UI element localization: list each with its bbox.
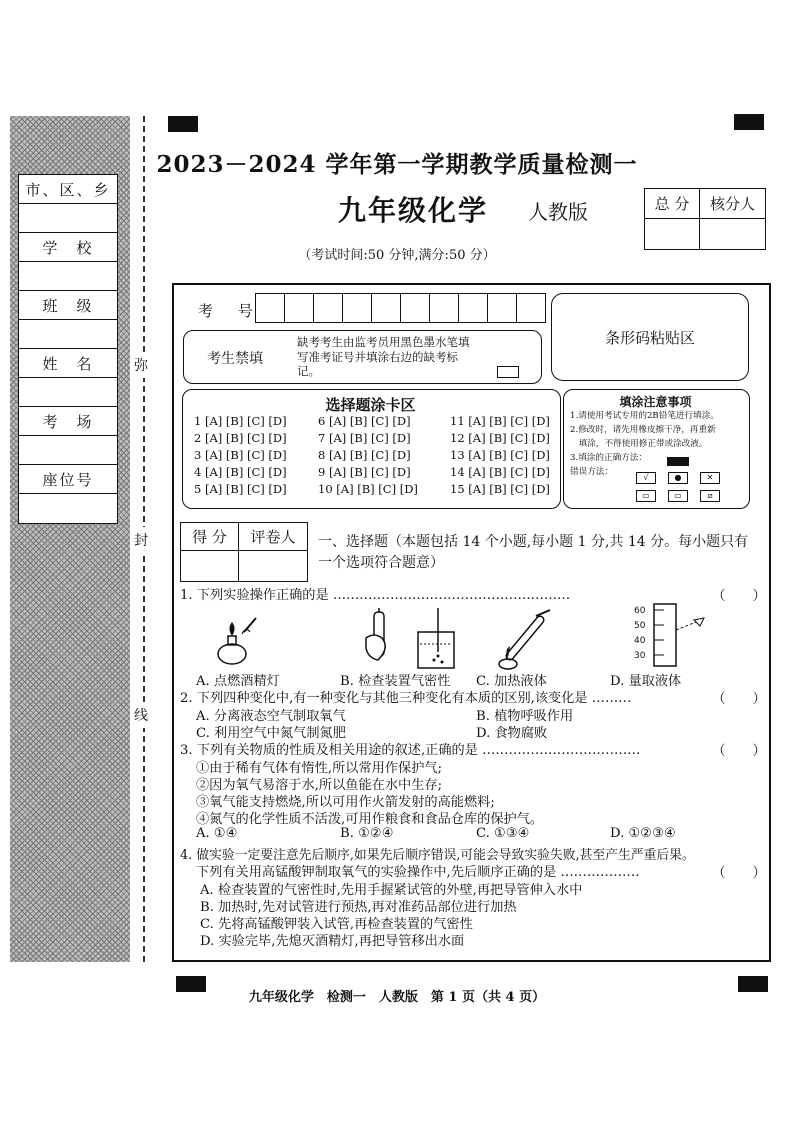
checker-label: 核分人 xyxy=(700,189,765,219)
exam-number-cell[interactable] xyxy=(314,294,343,322)
correct-fill-sample xyxy=(667,457,689,466)
question-3-option-b[interactable]: B. ①②④ xyxy=(340,826,394,841)
answer-row-15[interactable]: 15 [A] [B] [C] [D] xyxy=(450,482,550,496)
question-1-stem: 1. 下列实验操作正确的是 ……………………………………………… xyxy=(180,588,571,603)
notes-list xyxy=(570,409,746,479)
question-1-option-b[interactable]: B. 检查装置气密性 xyxy=(340,674,451,689)
answer-row-2[interactable]: 2 [A] [B] [C] [D] xyxy=(194,431,287,445)
wrong-mark-cross: ✕ xyxy=(700,472,720,484)
info-field-school: 学 校 xyxy=(19,233,117,262)
notes-title: 填涂注意事项 xyxy=(619,395,692,409)
question-4-option-c[interactable]: C. 先将高锰酸钾装入试管,再检查装置的气密性 xyxy=(200,917,473,932)
grader-table xyxy=(180,522,308,582)
barcode-area xyxy=(551,293,749,381)
question-3-answer-bracket[interactable]: （ ） xyxy=(712,743,766,759)
alignment-marker-top-left xyxy=(168,116,198,132)
student-info-table xyxy=(18,174,118,524)
note-item: 填涂，不得使用修正带或涂改液。 xyxy=(570,439,708,449)
cylinder-tick-40: 40 xyxy=(634,636,646,646)
exam-number-cell[interactable] xyxy=(372,294,401,322)
total-score-cell[interactable] xyxy=(645,219,700,249)
answer-row-6[interactable]: 6 [A] [B] [C] [D] xyxy=(318,414,411,428)
exam-number-cell[interactable] xyxy=(430,294,459,322)
exam-number-cell[interactable] xyxy=(343,294,372,322)
alignment-marker-top-right xyxy=(734,114,764,130)
question-3-statement-3: ③氧气能支持燃烧,所以可用作火箭发射的高能燃料; xyxy=(196,795,495,810)
wrong-mark-check: √ xyxy=(636,472,656,484)
exam-number-label: 考 号 xyxy=(198,302,263,320)
seal-char-mi: 弥 xyxy=(134,352,148,378)
info-field-region: 市、区、乡 xyxy=(19,175,117,204)
grader-score-label: 得 分 xyxy=(181,523,239,551)
alcohol-lamp-illustration xyxy=(212,612,262,670)
absent-title: 考生禁填 xyxy=(207,351,263,367)
question-4-option-b[interactable]: B. 加热时,先对试管进行预热,再对准药品部位进行加热 xyxy=(200,900,517,915)
question-1-option-a[interactable]: A. 点燃酒精灯 xyxy=(196,674,280,689)
exam-number-cell[interactable] xyxy=(517,294,545,322)
answer-row-5[interactable]: 5 [A] [B] [C] [D] xyxy=(194,482,287,496)
grader-name-cell[interactable] xyxy=(239,551,307,581)
exam-number-cells[interactable] xyxy=(255,293,546,323)
answer-row-1[interactable]: 1 [A] [B] [C] [D] xyxy=(194,414,287,428)
note-item: 1.请使用考试专用的2B铅笔进行填涂。 xyxy=(570,411,719,421)
question-2-option-b[interactable]: B. 植物呼吸作用 xyxy=(476,709,574,724)
note-item: 3.填涂的正确方法： xyxy=(570,453,647,463)
question-2-stem: 2. 下列四种变化中,有一种变化与其他三种变化有本质的区别,该变化是 ……… xyxy=(180,691,632,706)
cylinder-tick-60: 60 xyxy=(634,606,646,616)
answer-row-10[interactable]: 10 [A] [B] [C] [D] xyxy=(318,482,418,496)
exam-number-cell[interactable] xyxy=(401,294,430,322)
note-item: 2.修改时，请先用橡皮擦干净，再重新 xyxy=(570,425,716,435)
page-footer: 九年级化学 检测一 人教版 第 1 页（共 4 页） xyxy=(248,990,546,1005)
info-field-seat-blank[interactable] xyxy=(19,494,117,523)
note-wrong-label: 错误方法： xyxy=(570,467,613,477)
answer-row-8[interactable]: 8 [A] [B] [C] [D] xyxy=(318,448,411,462)
question-1-answer-bracket[interactable]: （ ） xyxy=(712,588,766,604)
wrong-mark-partial: ▭ xyxy=(668,490,688,502)
question-4-stem-cont: 下列有关用高锰酸钾制取氧气的实验操作中,先后顺序正确的是 ……………… xyxy=(196,865,640,880)
exam-time-info: （考试时间:50 分钟,满分:50 分） xyxy=(298,248,496,263)
question-1-option-c[interactable]: C. 加热液体 xyxy=(476,674,547,689)
question-3-stem: 3. 下列有关物质的性质及相关用途的叙述,正确的是 ……………………………… xyxy=(180,743,641,758)
info-field-class-blank[interactable] xyxy=(19,320,117,349)
question-4-option-a[interactable]: A. 检查装置的气密性时,先用手握紧试管的外壁,再把导管伸入水中 xyxy=(200,883,583,898)
grader-score-cell[interactable] xyxy=(181,551,239,581)
answer-row-14[interactable]: 14 [A] [B] [C] [D] xyxy=(450,465,550,479)
question-3-statement-1: ①由于稀有气体有惰性,所以常用作保护气; xyxy=(196,761,443,776)
question-2-answer-bracket[interactable]: （ ） xyxy=(712,691,766,707)
cylinder-tick-30: 30 xyxy=(634,651,646,661)
grader-name-label: 评卷人 xyxy=(239,523,307,551)
score-table xyxy=(644,188,766,250)
info-field-room: 考 场 xyxy=(19,407,117,436)
question-2-option-d[interactable]: D. 食物腐败 xyxy=(476,726,548,741)
question-4-stem: 4. 做实验一定要注意先后顺序,如果先后顺序错误,可能会导致实验失败,甚至产生严重后果。 xyxy=(180,848,695,863)
question-3-statement-2: ②因为氧气易溶于水,所以鱼能在水中生存; xyxy=(196,778,443,793)
cylinder-tick-50: 50 xyxy=(634,621,646,631)
answer-card-title: 选择题涂卡区 xyxy=(325,396,416,414)
info-field-school-blank[interactable] xyxy=(19,262,117,291)
question-4-answer-bracket[interactable]: （ ） xyxy=(712,865,766,881)
question-2-option-a[interactable]: A. 分离液态空气制取氧气 xyxy=(196,709,346,724)
exam-number-cell[interactable] xyxy=(256,294,285,322)
heating-liquid-illustration xyxy=(496,608,556,670)
exam-number-cell[interactable] xyxy=(459,294,488,322)
seal-char-xian: 线 xyxy=(134,702,148,728)
barcode-label: 条形码粘贴区 xyxy=(604,328,695,347)
question-3-option-d[interactable]: D. ①②③④ xyxy=(610,826,676,841)
question-3-statement-4: ④氮气的化学性质不活泼,可用作粮食和食品仓库的保护气。 xyxy=(196,812,544,827)
answer-grid xyxy=(194,414,568,499)
answer-row-4[interactable]: 4 [A] [B] [C] [D] xyxy=(194,465,287,479)
checker-cell[interactable] xyxy=(700,219,765,249)
question-4-option-d[interactable]: D. 实验完毕,先熄灭酒精灯,再把导管移出水面 xyxy=(200,934,465,949)
exam-number-cell[interactable] xyxy=(285,294,314,322)
info-field-region-blank[interactable] xyxy=(19,204,117,233)
answer-row-7[interactable]: 7 [A] [B] [C] [D] xyxy=(318,431,411,445)
answer-row-12[interactable]: 12 [A] [B] [C] [D] xyxy=(450,431,550,445)
edition-label: 人教版 xyxy=(528,200,588,224)
answer-row-9[interactable]: 9 [A] [B] [C] [D] xyxy=(318,465,411,479)
info-field-seat: 座位号 xyxy=(19,465,117,494)
question-1-option-d[interactable]: D. 量取液体 xyxy=(610,674,682,689)
graduated-cylinder-illustration xyxy=(624,602,714,668)
absent-mark-box[interactable] xyxy=(497,366,519,378)
total-score-label: 总 分 xyxy=(645,189,700,219)
info-field-name: 姓 名 xyxy=(19,349,117,378)
airtightness-check-illustration xyxy=(360,608,456,672)
question-2-option-c[interactable]: C. 利用空气中氮气制氮肥 xyxy=(196,726,346,741)
info-field-class: 班 级 xyxy=(19,291,117,320)
exam-number-cell[interactable] xyxy=(488,294,517,322)
answer-row-3[interactable]: 3 [A] [B] [C] [D] xyxy=(194,448,287,462)
answer-row-11[interactable]: 11 [A] [B] [C] [D] xyxy=(450,414,550,428)
question-3-option-a[interactable]: A. ①④ xyxy=(196,826,238,841)
answer-row-13[interactable]: 13 [A] [B] [C] [D] xyxy=(450,448,550,462)
seal-char-feng: 封 xyxy=(134,527,148,553)
section-heading: 一、选择题（本题包括 14 个小题,每小题 1 分,共 14 分。每小题只有一个选项符合题意） xyxy=(318,534,749,571)
info-field-room-blank[interactable] xyxy=(19,436,117,465)
question-3-option-c[interactable]: C. ①③④ xyxy=(476,826,530,841)
wrong-mark-partial: ▭ xyxy=(636,490,656,502)
info-field-name-blank[interactable] xyxy=(19,378,117,407)
subject-title: 九年级化学 xyxy=(338,194,489,227)
wrong-mark-dot: ● xyxy=(668,472,688,484)
wrong-fill-samples xyxy=(636,472,722,502)
wrong-mark-slash: ⧄ xyxy=(700,490,720,502)
absent-note: 缺考考生由监考员用黑色墨水笔填写准考证号并填涂右边的缺考标记。 xyxy=(297,335,470,378)
exam-title: 2023－2024 学年第一学期教学质量检测一 xyxy=(156,151,638,178)
